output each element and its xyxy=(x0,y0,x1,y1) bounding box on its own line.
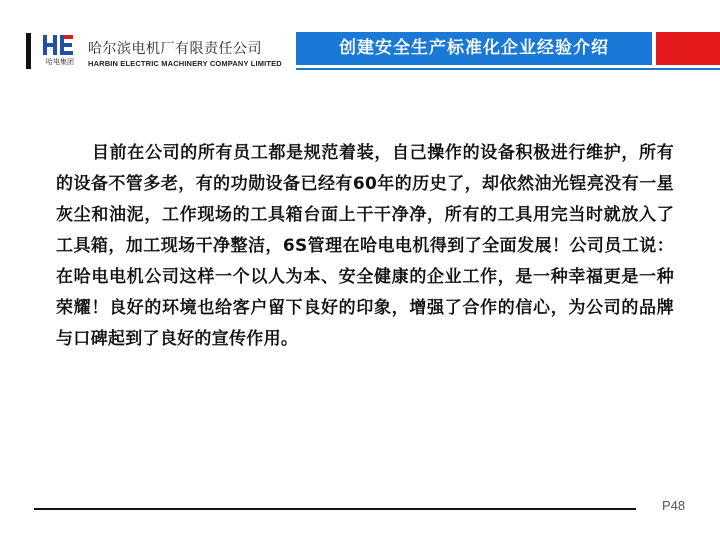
header-red-accent xyxy=(656,32,720,65)
header-underline xyxy=(296,68,720,70)
logo-caption: 哈电集团 xyxy=(46,58,74,66)
header-accent-bar xyxy=(26,33,31,69)
body-paragraph: 目前在公司的所有员工都是规范着装，自己操作的设备积极进行维护，所有的设备不管多老，有的功勋设备已经有60年的历史了，却依然油光锃亮没有一星灰尘和油泥，工作现场的工具箱台面上干干净净，所有的工具用完当时就放入了工具箱，加工现场干净整洁，6S管理在哈电电机得到了全面发展！公司员工说：在哈电电机公司这样一个以人为本、安全健康的企业工作，是一种幸福更是一种荣耀！良好的环境也给客户留下良好的印象，增强了合作的信心，为公司的品牌与口碑起到了良好的宣传作用。 xyxy=(56,143,674,349)
logo-mark xyxy=(40,33,76,57)
company-name-english: HARBIN ELECTRIC MACHINERY COMPANY LIMITED xyxy=(88,59,282,68)
title-banner xyxy=(296,32,652,65)
page-title: 创建安全生产标准化企业经验介绍 xyxy=(339,38,609,58)
company-name-chinese: 哈尔滨电机厂有限责任公司 xyxy=(88,41,262,57)
harbin-electric-logo-icon xyxy=(40,33,76,75)
page-number: P48 xyxy=(662,498,686,513)
footer-divider xyxy=(34,508,636,510)
